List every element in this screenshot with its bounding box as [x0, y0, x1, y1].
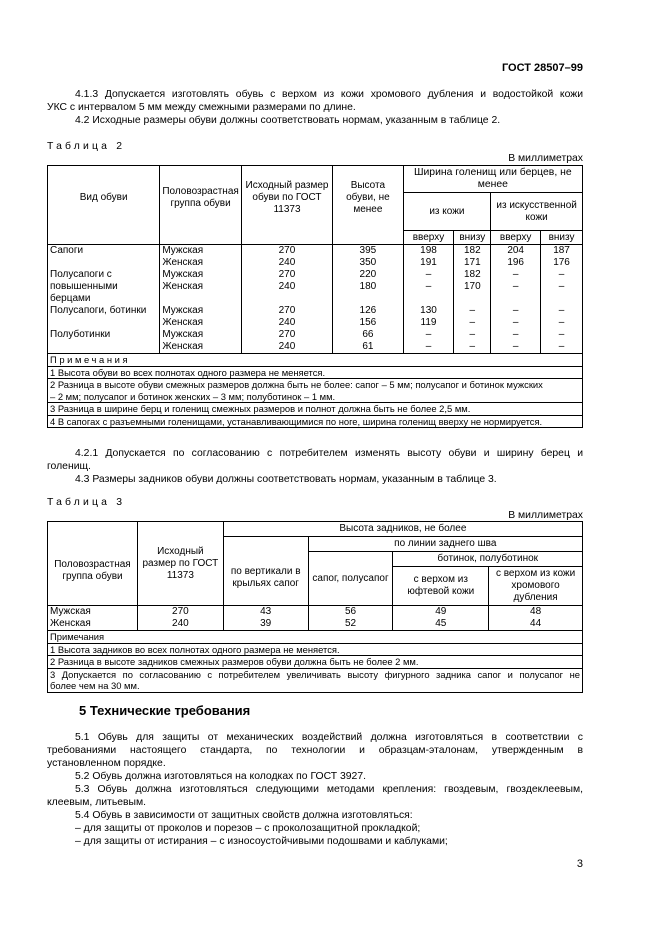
- cell-artificial-top: –: [491, 329, 541, 341]
- header-spacer: [160, 231, 241, 245]
- header-height-group: Высота задников, не более: [223, 522, 582, 537]
- table-3: [47, 521, 583, 693]
- header-group: Половозрастная группа обуви: [160, 166, 241, 231]
- cell-group: [160, 293, 241, 305]
- cell-size: 240: [241, 341, 332, 354]
- cell-leather-top: 191: [403, 257, 454, 269]
- cell-boots: 56: [308, 606, 393, 619]
- cell-size: 240: [241, 257, 332, 269]
- paragraph-line: требованиями настоящего стандарта, по технологии и образцам-эталонам, утвержденным в: [47, 745, 583, 756]
- cell-chrome: 44: [489, 618, 583, 631]
- cell-size: [241, 293, 332, 305]
- table-2: [47, 165, 583, 428]
- paragraph-5-2: 5.2 Обувь должна изготовляться на колодках по ГОСТ 3927.: [75, 771, 366, 782]
- cell-leather-bottom: –: [454, 329, 491, 341]
- header-yuft: с верхом из юфтевой кожи: [393, 567, 489, 606]
- table3-note: 1 Высота задников во всех полнотах одного размера не меняется.: [48, 643, 583, 656]
- cell-leather-bottom: 182: [454, 269, 491, 281]
- cell-artificial-top: –: [491, 341, 541, 354]
- header-spacer: [333, 231, 403, 245]
- cell-group: Мужская: [160, 305, 241, 317]
- cell-artificial-bottom: 187: [541, 245, 583, 258]
- cell-artificial-top: [491, 293, 541, 305]
- table2-note: – 2 мм; полусапог и ботинок женских – 3 мм; полуботинок – 1 мм.: [48, 391, 583, 403]
- header-leather: из кожи: [403, 193, 491, 231]
- cell-artificial-top: –: [491, 281, 541, 293]
- cell-chrome: 48: [489, 606, 583, 619]
- cell-size: 270: [137, 606, 223, 619]
- cell-artificial-top: –: [491, 305, 541, 317]
- table3-notes-title: Примечания: [48, 631, 583, 644]
- header-artificial-bottom: внизу: [541, 231, 583, 245]
- header-width-group: Ширина голенищ или берцев, не менее: [403, 166, 582, 193]
- header-height: Высота обуви, не менее: [333, 166, 403, 231]
- cell-leather-top: –: [403, 329, 454, 341]
- cell-group: Мужская: [48, 606, 138, 619]
- paragraph-5-1: [47, 731, 583, 848]
- cell-artificial-bottom: –: [541, 341, 583, 354]
- header-spacer: [48, 231, 160, 245]
- section-5-title: 5 Технические требования: [79, 703, 251, 718]
- cell-vertical: 39: [223, 618, 308, 631]
- cell-leather-top: –: [403, 269, 454, 281]
- cell-type: [48, 341, 160, 354]
- header-leather-top: вверху: [403, 231, 454, 245]
- cell-leather-bottom: 171: [454, 257, 491, 269]
- cell-artificial-top: –: [491, 269, 541, 281]
- cell-artificial-bottom: [541, 293, 583, 305]
- paragraph-line: 5.1 Обувь для защиты от механических воздействий должна изготовляться в соответствии с: [75, 732, 583, 743]
- header-spacer: [241, 231, 332, 245]
- header-chrome: с верхом из кожи хромового дубления: [489, 567, 583, 606]
- cell-leather-top: 130: [403, 305, 454, 317]
- cell-size: 270: [241, 329, 332, 341]
- table-row: [48, 257, 583, 269]
- cell-group: Мужская: [160, 329, 241, 341]
- header-shoes: ботинок, полуботинок: [393, 552, 583, 567]
- cell-leather-bottom: 182: [454, 245, 491, 258]
- cell-leather-top: [403, 293, 454, 305]
- cell-group: Мужская: [160, 245, 241, 258]
- cell-type: Полусапоги с: [48, 269, 160, 281]
- cell-yuft: 45: [393, 618, 489, 631]
- cell-height: 61: [333, 341, 403, 354]
- cell-type: Сапоги: [48, 245, 160, 258]
- document-code: ГОСТ 28507–99: [501, 62, 583, 74]
- cell-leather-bottom: –: [454, 305, 491, 317]
- table-row: [48, 293, 583, 305]
- table3-note: 3 Допускается по согласованию с потребителем увеличивать высоту фигурного задника сапог и полусапог не: [48, 668, 583, 680]
- header-seam-line: по линии заднего шва: [308, 537, 582, 552]
- cell-artificial-bottom: –: [541, 305, 583, 317]
- cell-yuft: 49: [393, 606, 489, 619]
- table-row: [48, 317, 583, 329]
- cell-type: Полуботинки: [48, 329, 160, 341]
- cell-height: 66: [333, 329, 403, 341]
- table3-caption: Таблица 3: [47, 497, 126, 508]
- cell-size: 270: [241, 269, 332, 281]
- cell-group: Женская: [48, 618, 138, 631]
- header-size: Исходный размер обуви по ГОСТ 11373: [241, 166, 332, 231]
- cell-type: повышенными: [48, 281, 160, 293]
- cell-artificial-bottom: –: [541, 317, 583, 329]
- cell-size: 240: [241, 317, 332, 329]
- cell-group: Мужская: [160, 269, 241, 281]
- cell-leather-top: 198: [403, 245, 454, 258]
- cell-artificial-bottom: 176: [541, 257, 583, 269]
- cell-type: [48, 317, 160, 329]
- paragraph-4-2-1: [47, 447, 583, 486]
- table3-note: 2 Разница в высоте задников смежных размеров обуви должна быть не более 2 мм.: [48, 656, 583, 669]
- header-shoe-type: Вид обуви: [48, 166, 160, 231]
- cell-artificial-top: –: [491, 317, 541, 329]
- table-row: [48, 281, 583, 293]
- page-number: 3: [576, 858, 583, 870]
- cell-height: 180: [333, 281, 403, 293]
- header-vertical: по вертикали в крыльях сапог: [223, 537, 308, 606]
- cell-type: [48, 257, 160, 269]
- cell-size: 240: [137, 618, 223, 631]
- cell-artificial-bottom: –: [541, 281, 583, 293]
- cell-size: 270: [241, 245, 332, 258]
- table2-units: В миллиметрах: [508, 153, 583, 164]
- cell-group: Женская: [160, 281, 241, 293]
- header-boots: сапог, полусапог: [308, 552, 393, 606]
- list-item: – для защиты от истирания – с износоустойчивыми подошвами и каблуками;: [75, 836, 448, 847]
- paragraph-line: установленном порядке.: [47, 758, 166, 769]
- cell-leather-top: –: [403, 341, 454, 354]
- table-row: [48, 269, 583, 281]
- paragraph-5-3: 5.3 Обувь должна изготовляться следующими методами крепления: гвоздевым, гвоздеклеевым,: [75, 784, 583, 795]
- paragraph-4-1-3: [47, 88, 583, 127]
- cell-height: 350: [333, 257, 403, 269]
- cell-leather-bottom: [454, 293, 491, 305]
- cell-artificial-top: 196: [491, 257, 541, 269]
- paragraph-line: голенищ.: [47, 461, 91, 472]
- cell-size: 240: [241, 281, 332, 293]
- paragraph-line: УКС с интервалом 5 мм между смежными размерами по длине.: [47, 102, 356, 113]
- table2-note: 2 Разница в высоте обуви смежных размеров должна быть не более: сапог – 5 мм; полусапог и ботинок мужских: [48, 379, 583, 391]
- cell-leather-bottom: 170: [454, 281, 491, 293]
- table-row: [48, 245, 583, 258]
- table3-note: более чем на 30 мм.: [48, 680, 583, 692]
- header-artificial: из искусственной кожи: [491, 193, 583, 231]
- cell-leather-bottom: –: [454, 341, 491, 354]
- cell-artificial-bottom: –: [541, 329, 583, 341]
- cell-leather-top: 119: [403, 317, 454, 329]
- cell-size: 270: [241, 305, 332, 317]
- cell-leather-top: –: [403, 281, 454, 293]
- cell-artificial-top: 204: [491, 245, 541, 258]
- cell-height: 126: [333, 305, 403, 317]
- cell-leather-bottom: –: [454, 317, 491, 329]
- header-leather-bottom: внизу: [454, 231, 491, 245]
- cell-vertical: 43: [223, 606, 308, 619]
- cell-height: 156: [333, 317, 403, 329]
- header-artificial-top: вверху: [491, 231, 541, 245]
- table-row: [48, 606, 583, 619]
- table-row: [48, 329, 583, 341]
- paragraph-5-4: 5.4 Обувь в зависимости от защитных свойств должна изготовляться:: [75, 810, 413, 821]
- cell-boots: 52: [308, 618, 393, 631]
- table-row: [48, 618, 583, 631]
- paragraph-4-2: 4.2 Исходные размеры обуви должны соответствовать нормам, указанным в таблице 2.: [75, 115, 501, 126]
- cell-height: 395: [333, 245, 403, 258]
- cell-group: Женская: [160, 341, 241, 354]
- table-row: [48, 341, 583, 354]
- cell-type: берцами: [48, 293, 160, 305]
- table2-note: 3 Разница в ширине берц и голенищ смежных размеров и полнот должна быть не более 2,5 мм.: [48, 403, 583, 416]
- cell-height: [333, 293, 403, 305]
- header-size: Исходный размер по ГОСТ 11373: [137, 522, 223, 606]
- header-group: Половозрастная группа обуви: [48, 522, 138, 606]
- cell-artificial-bottom: –: [541, 269, 583, 281]
- paragraph-line: 4.1.3 Допускается изготовлять обувь с верхом из кожи хромового дубления и водостойкой кожи: [75, 89, 583, 100]
- table2-note: 1 Высота обуви во всех полнотах одного размера не меняется.: [48, 366, 583, 379]
- table3-units: В миллиметрах: [508, 510, 583, 521]
- cell-group: Женская: [160, 257, 241, 269]
- table2-notes-title: Примечания: [48, 354, 583, 367]
- table2-note: 4 В сапогах с разъемными голенищами, устанавливающимися по ноге, ширина голенищ вверху не нормируется.: [48, 415, 583, 428]
- paragraph-4-3: 4.3 Размеры задников обуви должны соответствовать нормам, указанным в таблице 3.: [75, 474, 497, 485]
- paragraph-line: клеевым, литьевым.: [47, 797, 147, 808]
- cell-height: 220: [333, 269, 403, 281]
- list-item: – для защиты от проколов и порезов – с проколозащитной прокладкой;: [75, 823, 421, 834]
- table2-caption: Таблица 2: [47, 141, 126, 152]
- paragraph-line: 4.2.1 Допускается по согласованию с потребителем изменять высоту обуви и ширину берец и: [75, 448, 583, 459]
- cell-type: Полусапоги, ботинки: [48, 305, 160, 317]
- cell-group: Женская: [160, 317, 241, 329]
- table-row: [48, 305, 583, 317]
